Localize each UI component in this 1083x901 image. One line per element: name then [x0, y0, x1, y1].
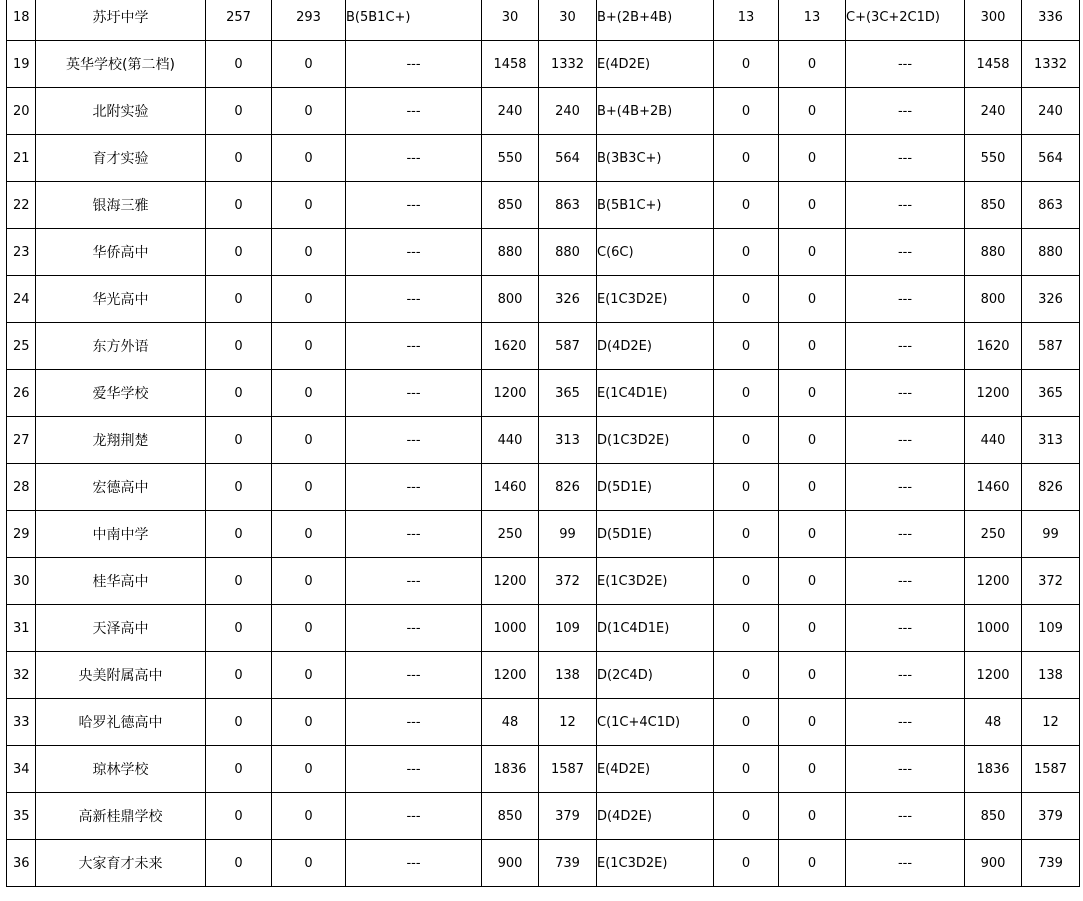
group-a-value-1: 0 [206, 370, 272, 417]
table-row [7, 511, 1080, 558]
group-a-value-1: 0 [206, 323, 272, 370]
group-b-value-1: 1620 [482, 323, 539, 370]
group-b-grade: C(1C+4C1D) [597, 699, 714, 746]
group-c-value-2: 0 [779, 746, 846, 793]
group-a-value-2: 0 [272, 511, 346, 558]
total-value-1: 850 [965, 793, 1022, 840]
group-a-value-2: 0 [272, 699, 346, 746]
school-name: 宏德高中 [36, 464, 206, 511]
group-c-grade: --- [846, 41, 965, 88]
group-b-grade: B(3B3C+) [597, 135, 714, 182]
group-c-grade: --- [846, 746, 965, 793]
total-value-1: 800 [965, 276, 1022, 323]
total-value-1: 440 [965, 417, 1022, 464]
group-a-value-1: 0 [206, 699, 272, 746]
total-value-2: 99 [1022, 511, 1080, 558]
group-b-grade: E(1C3D2E) [597, 558, 714, 605]
total-value-1: 48 [965, 699, 1022, 746]
group-a-value-2: 0 [272, 135, 346, 182]
total-value-1: 1200 [965, 558, 1022, 605]
group-b-value-1: 1458 [482, 41, 539, 88]
group-c-value-1: 0 [714, 276, 779, 323]
group-c-value-1: 0 [714, 323, 779, 370]
total-value-2: 138 [1022, 652, 1080, 699]
group-b-grade: C(6C) [597, 229, 714, 276]
group-b-value-1: 1200 [482, 558, 539, 605]
group-b-grade: D(2C4D) [597, 652, 714, 699]
group-c-grade: --- [846, 370, 965, 417]
total-value-2: 240 [1022, 88, 1080, 135]
group-b-value-2: 365 [539, 370, 597, 417]
group-a-value-2: 0 [272, 88, 346, 135]
group-c-value-1: 0 [714, 793, 779, 840]
group-a-value-2: 0 [272, 793, 346, 840]
group-a-value-2: 0 [272, 323, 346, 370]
group-a-grade: --- [346, 652, 482, 699]
school-name: 银海三雅 [36, 182, 206, 229]
total-value-2: 336 [1022, 0, 1080, 41]
group-c-value-2: 0 [779, 370, 846, 417]
group-a-grade: --- [346, 41, 482, 88]
group-b-value-2: 313 [539, 417, 597, 464]
total-value-2: 109 [1022, 605, 1080, 652]
group-b-grade: D(4D2E) [597, 793, 714, 840]
table-body [7, 0, 1080, 887]
group-c-value-1: 0 [714, 182, 779, 229]
group-c-value-1: 0 [714, 652, 779, 699]
school-name: 育才实验 [36, 135, 206, 182]
total-value-2: 1587 [1022, 746, 1080, 793]
group-c-value-2: 0 [779, 793, 846, 840]
group-b-value-2: 30 [539, 0, 597, 41]
table-row [7, 840, 1080, 887]
total-value-1: 900 [965, 840, 1022, 887]
group-a-value-1: 0 [206, 746, 272, 793]
row-index: 27 [7, 417, 36, 464]
group-b-value-2: 379 [539, 793, 597, 840]
group-a-value-2: 0 [272, 464, 346, 511]
group-a-value-1: 0 [206, 558, 272, 605]
group-a-grade: --- [346, 370, 482, 417]
group-a-value-1: 0 [206, 605, 272, 652]
group-b-grade: E(4D2E) [597, 41, 714, 88]
group-a-grade: --- [346, 229, 482, 276]
group-a-value-2: 0 [272, 652, 346, 699]
group-c-value-2: 0 [779, 88, 846, 135]
school-name: 龙翔荆楚 [36, 417, 206, 464]
group-c-value-1: 0 [714, 135, 779, 182]
group-b-grade: B+(2B+4B) [597, 0, 714, 41]
row-index: 22 [7, 182, 36, 229]
group-c-value-2: 13 [779, 0, 846, 41]
group-a-grade: --- [346, 323, 482, 370]
group-a-value-2: 0 [272, 276, 346, 323]
row-index: 19 [7, 41, 36, 88]
group-a-value-1: 0 [206, 652, 272, 699]
group-c-grade: --- [846, 840, 965, 887]
group-c-grade: --- [846, 558, 965, 605]
group-a-value-2: 0 [272, 417, 346, 464]
row-index: 32 [7, 652, 36, 699]
school-name: 哈罗礼德高中 [36, 699, 206, 746]
group-b-value-1: 800 [482, 276, 539, 323]
group-c-grade: --- [846, 464, 965, 511]
group-b-value-1: 1460 [482, 464, 539, 511]
table-row [7, 276, 1080, 323]
total-value-2: 739 [1022, 840, 1080, 887]
school-name: 天泽高中 [36, 605, 206, 652]
group-c-value-2: 0 [779, 182, 846, 229]
total-value-2: 326 [1022, 276, 1080, 323]
total-value-2: 826 [1022, 464, 1080, 511]
group-b-value-1: 880 [482, 229, 539, 276]
group-a-value-2: 0 [272, 229, 346, 276]
group-c-value-1: 0 [714, 558, 779, 605]
total-value-2: 880 [1022, 229, 1080, 276]
row-index: 25 [7, 323, 36, 370]
group-c-value-2: 0 [779, 511, 846, 558]
group-b-grade: D(5D1E) [597, 511, 714, 558]
group-a-grade: --- [346, 793, 482, 840]
group-b-value-2: 99 [539, 511, 597, 558]
total-value-1: 240 [965, 88, 1022, 135]
group-c-value-1: 0 [714, 88, 779, 135]
group-a-value-2: 0 [272, 840, 346, 887]
group-b-grade: E(4D2E) [597, 746, 714, 793]
group-b-grade: E(1C3D2E) [597, 276, 714, 323]
group-b-grade: B+(4B+2B) [597, 88, 714, 135]
row-index: 23 [7, 229, 36, 276]
group-a-value-2: 0 [272, 605, 346, 652]
group-b-value-1: 850 [482, 182, 539, 229]
table-row [7, 464, 1080, 511]
row-index: 34 [7, 746, 36, 793]
group-c-value-1: 0 [714, 417, 779, 464]
group-c-value-2: 0 [779, 276, 846, 323]
group-c-grade: --- [846, 652, 965, 699]
school-name: 苏圩中学 [36, 0, 206, 41]
total-value-2: 365 [1022, 370, 1080, 417]
group-c-grade: --- [846, 182, 965, 229]
group-b-value-2: 12 [539, 699, 597, 746]
group-a-value-1: 0 [206, 229, 272, 276]
group-a-value-2: 0 [272, 182, 346, 229]
row-index: 21 [7, 135, 36, 182]
total-value-2: 587 [1022, 323, 1080, 370]
group-b-value-1: 900 [482, 840, 539, 887]
group-b-grade: D(1C3D2E) [597, 417, 714, 464]
group-c-grade: --- [846, 417, 965, 464]
total-value-2: 863 [1022, 182, 1080, 229]
total-value-2: 12 [1022, 699, 1080, 746]
group-c-value-1: 0 [714, 840, 779, 887]
row-index: 29 [7, 511, 36, 558]
group-a-value-1: 0 [206, 88, 272, 135]
group-a-grade: --- [346, 746, 482, 793]
group-b-value-1: 1000 [482, 605, 539, 652]
group-a-grade: --- [346, 511, 482, 558]
table-row [7, 793, 1080, 840]
table-row [7, 652, 1080, 699]
table-row [7, 323, 1080, 370]
group-a-value-1: 0 [206, 135, 272, 182]
school-name: 中南中学 [36, 511, 206, 558]
group-a-grade: B(5B1C+) [346, 0, 482, 41]
row-index: 20 [7, 88, 36, 135]
group-a-value-2: 0 [272, 746, 346, 793]
total-value-2: 379 [1022, 793, 1080, 840]
row-index: 36 [7, 840, 36, 887]
group-a-value-2: 0 [272, 41, 346, 88]
school-name: 琼林学校 [36, 746, 206, 793]
total-value-1: 1200 [965, 652, 1022, 699]
total-value-2: 372 [1022, 558, 1080, 605]
group-c-grade: --- [846, 699, 965, 746]
group-b-value-2: 138 [539, 652, 597, 699]
group-b-value-1: 1200 [482, 652, 539, 699]
table-row [7, 417, 1080, 464]
school-name: 央美附属高中 [36, 652, 206, 699]
row-index: 18 [7, 0, 36, 41]
group-c-value-1: 0 [714, 511, 779, 558]
group-b-value-2: 826 [539, 464, 597, 511]
group-a-value-1: 0 [206, 41, 272, 88]
total-value-1: 1458 [965, 41, 1022, 88]
group-a-value-1: 0 [206, 182, 272, 229]
group-c-value-1: 0 [714, 41, 779, 88]
group-b-value-1: 1836 [482, 746, 539, 793]
group-c-value-2: 0 [779, 464, 846, 511]
row-index: 24 [7, 276, 36, 323]
group-a-grade: --- [346, 840, 482, 887]
school-name: 华光高中 [36, 276, 206, 323]
table-row [7, 41, 1080, 88]
group-b-value-2: 863 [539, 182, 597, 229]
group-a-value-2: 0 [272, 558, 346, 605]
total-value-1: 1000 [965, 605, 1022, 652]
group-c-grade: C+(3C+2C1D) [846, 0, 965, 41]
group-b-value-2: 326 [539, 276, 597, 323]
table-row [7, 370, 1080, 417]
group-c-grade: --- [846, 135, 965, 182]
group-c-grade: --- [846, 88, 965, 135]
group-c-value-1: 0 [714, 229, 779, 276]
group-c-value-1: 0 [714, 746, 779, 793]
group-b-value-2: 1587 [539, 746, 597, 793]
group-c-value-1: 0 [714, 605, 779, 652]
group-c-value-2: 0 [779, 229, 846, 276]
group-b-grade: D(5D1E) [597, 464, 714, 511]
group-b-value-2: 564 [539, 135, 597, 182]
table-row [7, 135, 1080, 182]
total-value-1: 550 [965, 135, 1022, 182]
group-b-value-1: 48 [482, 699, 539, 746]
group-a-value-2: 293 [272, 0, 346, 41]
row-index: 28 [7, 464, 36, 511]
group-b-value-1: 440 [482, 417, 539, 464]
group-a-grade: --- [346, 464, 482, 511]
total-value-1: 850 [965, 182, 1022, 229]
table-row [7, 229, 1080, 276]
total-value-1: 880 [965, 229, 1022, 276]
table-row [7, 558, 1080, 605]
group-c-value-1: 0 [714, 370, 779, 417]
group-b-value-2: 880 [539, 229, 597, 276]
school-name: 东方外语 [36, 323, 206, 370]
school-name: 大家育才未来 [36, 840, 206, 887]
row-index: 31 [7, 605, 36, 652]
group-a-grade: --- [346, 558, 482, 605]
group-c-value-2: 0 [779, 605, 846, 652]
group-b-grade: B(5B1C+) [597, 182, 714, 229]
school-name: 爱华学校 [36, 370, 206, 417]
school-name: 桂华高中 [36, 558, 206, 605]
group-c-value-1: 13 [714, 0, 779, 41]
group-c-grade: --- [846, 511, 965, 558]
group-c-value-2: 0 [779, 323, 846, 370]
group-c-value-2: 0 [779, 558, 846, 605]
group-b-grade: D(1C4D1E) [597, 605, 714, 652]
group-b-value-1: 1200 [482, 370, 539, 417]
table-row [7, 699, 1080, 746]
group-c-value-2: 0 [779, 699, 846, 746]
group-a-value-1: 0 [206, 417, 272, 464]
group-b-value-1: 250 [482, 511, 539, 558]
school-name: 高新桂鼎学校 [36, 793, 206, 840]
group-a-value-1: 0 [206, 793, 272, 840]
group-a-value-1: 0 [206, 276, 272, 323]
row-index: 26 [7, 370, 36, 417]
group-c-grade: --- [846, 276, 965, 323]
school-name: 华侨高中 [36, 229, 206, 276]
group-b-value-2: 109 [539, 605, 597, 652]
group-a-value-2: 0 [272, 370, 346, 417]
group-c-grade: --- [846, 323, 965, 370]
school-name: 英华学校(第二档) [36, 41, 206, 88]
table-row [7, 88, 1080, 135]
group-c-grade: --- [846, 229, 965, 276]
school-data-table [6, 0, 1080, 887]
table-row [7, 746, 1080, 793]
row-index: 33 [7, 699, 36, 746]
table-row [7, 605, 1080, 652]
group-b-value-1: 240 [482, 88, 539, 135]
group-a-value-1: 0 [206, 840, 272, 887]
group-a-grade: --- [346, 417, 482, 464]
group-a-value-1: 0 [206, 464, 272, 511]
table-row [7, 182, 1080, 229]
group-c-value-2: 0 [779, 417, 846, 464]
group-c-value-2: 0 [779, 652, 846, 699]
total-value-1: 1836 [965, 746, 1022, 793]
group-c-grade: --- [846, 605, 965, 652]
total-value-1: 1460 [965, 464, 1022, 511]
group-c-grade: --- [846, 793, 965, 840]
row-index: 35 [7, 793, 36, 840]
group-c-value-2: 0 [779, 135, 846, 182]
group-b-value-2: 587 [539, 323, 597, 370]
total-value-2: 1332 [1022, 41, 1080, 88]
group-b-value-1: 30 [482, 0, 539, 41]
table-row [7, 0, 1080, 41]
group-b-value-2: 240 [539, 88, 597, 135]
school-name: 北附实验 [36, 88, 206, 135]
group-b-grade: D(4D2E) [597, 323, 714, 370]
group-b-value-2: 1332 [539, 41, 597, 88]
group-a-grade: --- [346, 699, 482, 746]
group-a-grade: --- [346, 276, 482, 323]
group-a-grade: --- [346, 605, 482, 652]
group-a-grade: --- [346, 182, 482, 229]
group-b-value-2: 739 [539, 840, 597, 887]
group-c-value-1: 0 [714, 464, 779, 511]
total-value-2: 313 [1022, 417, 1080, 464]
group-a-value-1: 0 [206, 511, 272, 558]
total-value-1: 250 [965, 511, 1022, 558]
total-value-2: 564 [1022, 135, 1080, 182]
group-c-value-1: 0 [714, 699, 779, 746]
row-index: 30 [7, 558, 36, 605]
group-a-grade: --- [346, 88, 482, 135]
group-b-value-1: 550 [482, 135, 539, 182]
group-c-value-2: 0 [779, 41, 846, 88]
group-b-value-1: 850 [482, 793, 539, 840]
total-value-1: 300 [965, 0, 1022, 41]
group-b-value-2: 372 [539, 558, 597, 605]
group-b-grade: E(1C3D2E) [597, 840, 714, 887]
total-value-1: 1200 [965, 370, 1022, 417]
group-a-grade: --- [346, 135, 482, 182]
total-value-1: 1620 [965, 323, 1022, 370]
group-a-value-1: 257 [206, 0, 272, 41]
group-c-value-2: 0 [779, 840, 846, 887]
group-b-grade: E(1C4D1E) [597, 370, 714, 417]
